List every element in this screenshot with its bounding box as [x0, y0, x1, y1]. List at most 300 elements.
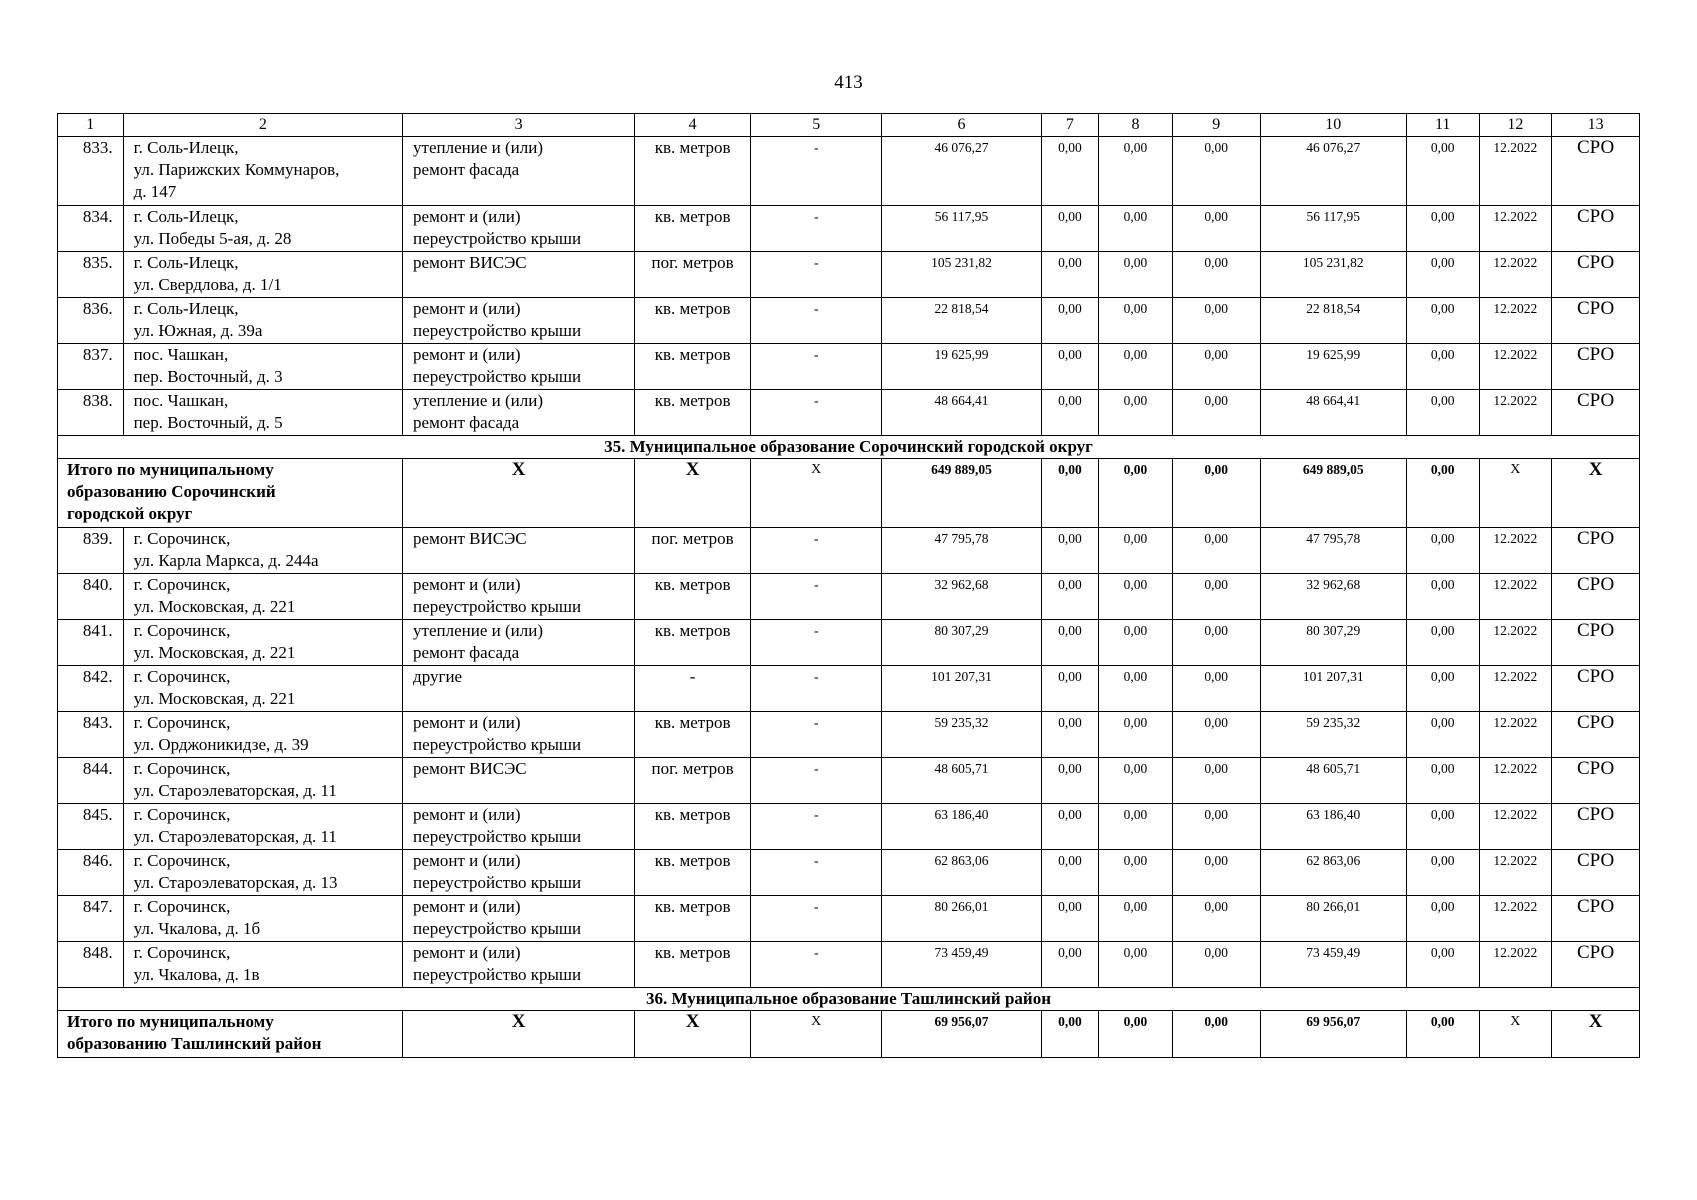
address-line: ул. Карла Маркса, д. 244а: [133, 551, 319, 570]
value-cell-5: -: [751, 252, 882, 298]
work-type-cell: [403, 804, 635, 850]
address-line: г. Соль-Илецк,: [133, 207, 239, 226]
value-cell-6: 56 117,95: [882, 206, 1041, 252]
value-cell-6: 63 186,40: [882, 804, 1041, 850]
value-cell-6: 32 962,68: [882, 574, 1041, 620]
table-row: [58, 206, 1640, 252]
address-line: г. Сорочинск,: [133, 943, 231, 962]
column-number-2: 2: [123, 114, 402, 137]
address-line: ул. Староэлеваторская, д. 13: [133, 873, 338, 892]
value-cell-10: 56 117,95: [1260, 206, 1406, 252]
value-cell-12: 12.2022: [1479, 942, 1552, 988]
value-cell-6: 80 266,01: [882, 896, 1041, 942]
address-cell: [123, 390, 402, 436]
value-cell-11: 0,00: [1406, 574, 1479, 620]
value-cell-6: 101 207,31: [882, 666, 1041, 712]
value-cell-10: 48 664,41: [1260, 390, 1406, 436]
row-number: 844.: [58, 758, 124, 804]
table-row: [58, 712, 1640, 758]
work-type-line: ремонт и (или): [413, 851, 521, 870]
work-type-line: переустройство крыши: [413, 873, 582, 892]
section-title: 35. Муниципальное образование Сорочинский городской округ: [58, 436, 1640, 459]
address-cell: [123, 804, 402, 850]
value-cell-10: 46 076,27: [1260, 137, 1406, 206]
value-cell-11: 0,00: [1406, 666, 1479, 712]
address-line: ул. Чкалова, д. 1б: [133, 919, 261, 938]
column-number-11: 11: [1406, 114, 1479, 137]
address-line: ул. Московская, д. 221: [133, 689, 296, 708]
value-cell-5: -: [751, 344, 882, 390]
contractor-cell: СРО: [1552, 620, 1640, 666]
value-cell-5: -: [751, 666, 882, 712]
value-cell-10: 80 266,01: [1260, 896, 1406, 942]
total-c12: Х: [1479, 1011, 1552, 1058]
value-cell-11: 0,00: [1406, 712, 1479, 758]
value-cell-12: 12.2022: [1479, 528, 1552, 574]
address-cell: [123, 137, 402, 206]
value-cell-7: 0,00: [1041, 942, 1099, 988]
row-number: 838.: [58, 390, 124, 436]
value-cell-9: 0,00: [1172, 137, 1260, 206]
value-cell-8: 0,00: [1099, 850, 1173, 896]
total-c9: 0,00: [1172, 459, 1260, 528]
table-row: [58, 574, 1640, 620]
column-number-8: 8: [1099, 114, 1173, 137]
value-cell-7: 0,00: [1041, 804, 1099, 850]
value-cell-10: 63 186,40: [1260, 804, 1406, 850]
contractor-cell: СРО: [1552, 528, 1640, 574]
address-line: д. 147: [133, 182, 177, 201]
value-cell-8: 0,00: [1099, 574, 1173, 620]
unit-cell: кв. метров: [635, 574, 751, 620]
value-cell-9: 0,00: [1172, 528, 1260, 574]
work-type-line: ремонт ВИСЭС: [413, 253, 527, 272]
work-type-line: переустройство крыши: [413, 735, 582, 754]
work-type-cell: [403, 344, 635, 390]
contractor-cell: СРО: [1552, 712, 1640, 758]
address-line: ул. Парижских Коммунаров,: [133, 160, 340, 179]
row-number: 847.: [58, 896, 124, 942]
value-cell-11: 0,00: [1406, 252, 1479, 298]
address-line: ул. Чкалова, д. 1в: [133, 965, 260, 984]
value-cell-12: 12.2022: [1479, 252, 1552, 298]
total-label-line: образованию Ташлинский район: [67, 1034, 322, 1053]
value-cell-5: -: [751, 137, 882, 206]
value-cell-5: -: [751, 850, 882, 896]
address-cell: [123, 758, 402, 804]
work-type-line: переустройство крыши: [413, 367, 582, 386]
column-number-3: 3: [403, 114, 635, 137]
contractor-cell: СРО: [1552, 758, 1640, 804]
value-cell-5: -: [751, 942, 882, 988]
table-row: [58, 528, 1640, 574]
value-cell-5: -: [751, 298, 882, 344]
unit-cell: пог. метров: [635, 758, 751, 804]
value-cell-8: 0,00: [1099, 252, 1173, 298]
value-cell-7: 0,00: [1041, 528, 1099, 574]
table-row: [58, 298, 1640, 344]
value-cell-7: 0,00: [1041, 298, 1099, 344]
value-cell-7: 0,00: [1041, 666, 1099, 712]
work-type-line: ремонт фасада: [413, 160, 520, 179]
total-c7: 0,00: [1041, 459, 1099, 528]
contractor-cell: СРО: [1552, 574, 1640, 620]
value-cell-8: 0,00: [1099, 712, 1173, 758]
column-number-4: 4: [635, 114, 751, 137]
value-cell-7: 0,00: [1041, 850, 1099, 896]
total-c10: 649 889,05: [1260, 459, 1406, 528]
column-number-5: 5: [751, 114, 882, 137]
value-cell-12: 12.2022: [1479, 206, 1552, 252]
row-number: 834.: [58, 206, 124, 252]
value-cell-9: 0,00: [1172, 390, 1260, 436]
work-type-line: ремонт и (или): [413, 299, 521, 318]
total-c3: Х: [403, 1011, 635, 1058]
value-cell-9: 0,00: [1172, 252, 1260, 298]
value-cell-7: 0,00: [1041, 896, 1099, 942]
work-type-line: другие: [413, 667, 463, 686]
address-line: ул. Южная, д. 39а: [133, 321, 263, 340]
row-number: 846.: [58, 850, 124, 896]
address-cell: [123, 528, 402, 574]
column-number-1: 1: [58, 114, 124, 137]
value-cell-6: 80 307,29: [882, 620, 1041, 666]
column-number-9: 9: [1172, 114, 1260, 137]
unit-cell: кв. метров: [635, 942, 751, 988]
row-number: 841.: [58, 620, 124, 666]
value-cell-6: 48 605,71: [882, 758, 1041, 804]
unit-cell: кв. метров: [635, 850, 751, 896]
unit-cell: кв. метров: [635, 712, 751, 758]
address-cell: [123, 344, 402, 390]
work-type-cell: [403, 666, 635, 712]
work-type-cell: [403, 574, 635, 620]
row-number: 836.: [58, 298, 124, 344]
value-cell-12: 12.2022: [1479, 758, 1552, 804]
total-c4: Х: [635, 1011, 751, 1058]
address-line: г. Сорочинск,: [133, 851, 231, 870]
unit-cell: кв. метров: [635, 137, 751, 206]
value-cell-9: 0,00: [1172, 896, 1260, 942]
value-cell-9: 0,00: [1172, 620, 1260, 666]
work-type-line: утепление и (или): [413, 391, 543, 410]
contractor-cell: СРО: [1552, 252, 1640, 298]
value-cell-9: 0,00: [1172, 344, 1260, 390]
value-cell-12: 12.2022: [1479, 390, 1552, 436]
total-c5: Х: [751, 1011, 882, 1058]
section-title: 36. Муниципальное образование Ташлинский район: [58, 988, 1640, 1011]
value-cell-12: 12.2022: [1479, 344, 1552, 390]
value-cell-5: -: [751, 620, 882, 666]
work-type-cell: [403, 390, 635, 436]
total-c3: Х: [403, 459, 635, 528]
unit-cell: пог. метров: [635, 252, 751, 298]
value-cell-9: 0,00: [1172, 758, 1260, 804]
value-cell-11: 0,00: [1406, 137, 1479, 206]
column-number-13: 13: [1552, 114, 1640, 137]
total-c5: Х: [751, 459, 882, 528]
value-cell-12: 12.2022: [1479, 896, 1552, 942]
address-line: ул. Свердлова, д. 1/1: [133, 275, 282, 294]
work-type-line: ремонт фасада: [413, 643, 520, 662]
work-type-line: ремонт и (или): [413, 207, 521, 226]
value-cell-7: 0,00: [1041, 252, 1099, 298]
value-cell-8: 0,00: [1099, 390, 1173, 436]
address-cell: [123, 574, 402, 620]
value-cell-8: 0,00: [1099, 666, 1173, 712]
value-cell-8: 0,00: [1099, 620, 1173, 666]
work-type-line: утепление и (или): [413, 138, 543, 157]
value-cell-11: 0,00: [1406, 528, 1479, 574]
work-type-line: ремонт ВИСЭС: [413, 529, 527, 548]
work-type-cell: [403, 712, 635, 758]
address-line: г. Соль-Илецк,: [133, 138, 239, 157]
total-c4: Х: [635, 459, 751, 528]
address-line: ул. Московская, д. 221: [133, 643, 296, 662]
address-cell: [123, 620, 402, 666]
address-line: ул. Орджоникидзе, д. 39: [133, 735, 309, 754]
column-number-6: 6: [882, 114, 1041, 137]
address-cell: [123, 666, 402, 712]
contractor-cell: СРО: [1552, 804, 1640, 850]
contractor-cell: СРО: [1552, 298, 1640, 344]
value-cell-11: 0,00: [1406, 896, 1479, 942]
value-cell-10: 80 307,29: [1260, 620, 1406, 666]
address-cell: [123, 712, 402, 758]
work-type-line: переустройство крыши: [413, 827, 582, 846]
unit-cell: кв. метров: [635, 298, 751, 344]
work-type-cell: [403, 942, 635, 988]
table-row: [58, 344, 1640, 390]
work-type-line: переустройство крыши: [413, 965, 582, 984]
address-line: ул. Победы 5-ая, д. 28: [133, 229, 292, 248]
address-line: ул. Московская, д. 221: [133, 597, 296, 616]
unit-cell: кв. метров: [635, 620, 751, 666]
value-cell-6: 73 459,49: [882, 942, 1041, 988]
column-number-row: [58, 114, 1640, 137]
value-cell-11: 0,00: [1406, 804, 1479, 850]
address-cell: [123, 896, 402, 942]
work-type-line: ремонт и (или): [413, 713, 521, 732]
total-c6: 69 956,07: [882, 1011, 1041, 1058]
value-cell-9: 0,00: [1172, 298, 1260, 344]
address-line: ул. Староэлеваторская, д. 11: [133, 827, 337, 846]
value-cell-12: 12.2022: [1479, 137, 1552, 206]
value-cell-10: 19 625,99: [1260, 344, 1406, 390]
value-cell-10: 62 863,06: [1260, 850, 1406, 896]
table-body: [58, 114, 1640, 1058]
work-type-line: переустройство крыши: [413, 919, 582, 938]
value-cell-10: 48 605,71: [1260, 758, 1406, 804]
address-line: пер. Восточный, д. 5: [133, 413, 283, 432]
value-cell-10: 59 235,32: [1260, 712, 1406, 758]
address-cell: [123, 850, 402, 896]
table-row: [58, 942, 1640, 988]
table-row: [58, 896, 1640, 942]
address-cell: [123, 942, 402, 988]
value-cell-10: 32 962,68: [1260, 574, 1406, 620]
column-number-10: 10: [1260, 114, 1406, 137]
address-cell: [123, 298, 402, 344]
value-cell-12: 12.2022: [1479, 804, 1552, 850]
total-row: [58, 1011, 1640, 1058]
value-cell-11: 0,00: [1406, 298, 1479, 344]
value-cell-5: -: [751, 574, 882, 620]
work-type-cell: [403, 620, 635, 666]
value-cell-7: 0,00: [1041, 137, 1099, 206]
value-cell-6: 48 664,41: [882, 390, 1041, 436]
value-cell-10: 22 818,54: [1260, 298, 1406, 344]
row-number: 842.: [58, 666, 124, 712]
work-type-line: ремонт фасада: [413, 413, 520, 432]
value-cell-7: 0,00: [1041, 712, 1099, 758]
work-type-cell: [403, 252, 635, 298]
value-cell-5: -: [751, 804, 882, 850]
total-c12: Х: [1479, 459, 1552, 528]
address-cell: [123, 206, 402, 252]
work-type-cell: [403, 206, 635, 252]
table-row: [58, 666, 1640, 712]
total-c13: Х: [1552, 459, 1640, 528]
value-cell-10: 47 795,78: [1260, 528, 1406, 574]
row-number: 833.: [58, 137, 124, 206]
work-type-line: переустройство крыши: [413, 597, 582, 616]
unit-cell: кв. метров: [635, 344, 751, 390]
value-cell-7: 0,00: [1041, 206, 1099, 252]
value-cell-8: 0,00: [1099, 344, 1173, 390]
contractor-cell: СРО: [1552, 137, 1640, 206]
address-line: г. Соль-Илецк,: [133, 299, 239, 318]
work-type-line: утепление и (или): [413, 621, 543, 640]
work-type-line: переустройство крыши: [413, 229, 582, 248]
value-cell-7: 0,00: [1041, 574, 1099, 620]
value-cell-9: 0,00: [1172, 206, 1260, 252]
work-type-line: ремонт и (или): [413, 575, 521, 594]
value-cell-9: 0,00: [1172, 712, 1260, 758]
value-cell-7: 0,00: [1041, 344, 1099, 390]
value-cell-5: -: [751, 758, 882, 804]
total-c8: 0,00: [1099, 1011, 1173, 1058]
contractor-cell: СРО: [1552, 850, 1640, 896]
address-line: г. Соль-Илецк,: [133, 253, 239, 272]
value-cell-11: 0,00: [1406, 758, 1479, 804]
work-type-line: ремонт и (или): [413, 897, 521, 916]
value-cell-9: 0,00: [1172, 804, 1260, 850]
table-row: [58, 804, 1640, 850]
value-cell-5: -: [751, 390, 882, 436]
total-c6: 649 889,05: [882, 459, 1041, 528]
contractor-cell: СРО: [1552, 666, 1640, 712]
work-type-cell: [403, 137, 635, 206]
value-cell-10: 101 207,31: [1260, 666, 1406, 712]
unit-cell: пог. метров: [635, 528, 751, 574]
address-line: г. Сорочинск,: [133, 897, 231, 916]
section-header-35: [58, 436, 1640, 459]
value-cell-9: 0,00: [1172, 850, 1260, 896]
total-c11: 0,00: [1406, 1011, 1479, 1058]
address-cell: [123, 252, 402, 298]
value-cell-11: 0,00: [1406, 344, 1479, 390]
value-cell-8: 0,00: [1099, 804, 1173, 850]
column-number-12: 12: [1479, 114, 1552, 137]
value-cell-8: 0,00: [1099, 528, 1173, 574]
value-cell-9: 0,00: [1172, 666, 1260, 712]
value-cell-6: 62 863,06: [882, 850, 1041, 896]
total-c11: 0,00: [1406, 459, 1479, 528]
section-header-36: [58, 988, 1640, 1011]
address-line: г. Сорочинск,: [133, 759, 231, 778]
value-cell-8: 0,00: [1099, 896, 1173, 942]
total-label: [58, 1011, 403, 1058]
row-number: 840.: [58, 574, 124, 620]
unit-cell: кв. метров: [635, 804, 751, 850]
work-type-cell: [403, 896, 635, 942]
total-c13: Х: [1552, 1011, 1640, 1058]
value-cell-11: 0,00: [1406, 942, 1479, 988]
work-type-cell: [403, 528, 635, 574]
total-c10: 69 956,07: [1260, 1011, 1406, 1058]
address-line: г. Сорочинск,: [133, 529, 231, 548]
work-type-line: ремонт и (или): [413, 943, 521, 962]
value-cell-7: 0,00: [1041, 390, 1099, 436]
value-cell-6: 19 625,99: [882, 344, 1041, 390]
value-cell-12: 12.2022: [1479, 620, 1552, 666]
total-label: [58, 459, 403, 528]
value-cell-8: 0,00: [1099, 137, 1173, 206]
row-number: 837.: [58, 344, 124, 390]
unit-cell: кв. метров: [635, 206, 751, 252]
address-line: ул. Староэлеваторская, д. 11: [133, 781, 337, 800]
address-line: г. Сорочинск,: [133, 621, 231, 640]
value-cell-9: 0,00: [1172, 942, 1260, 988]
value-cell-5: -: [751, 528, 882, 574]
value-cell-8: 0,00: [1099, 206, 1173, 252]
value-cell-10: 73 459,49: [1260, 942, 1406, 988]
value-cell-12: 12.2022: [1479, 712, 1552, 758]
row-number: 835.: [58, 252, 124, 298]
unit-cell: кв. метров: [635, 896, 751, 942]
value-cell-6: 59 235,32: [882, 712, 1041, 758]
table-row: [58, 850, 1640, 896]
table-row: [58, 620, 1640, 666]
value-cell-7: 0,00: [1041, 620, 1099, 666]
address-line: г. Сорочинск,: [133, 805, 231, 824]
value-cell-5: -: [751, 206, 882, 252]
work-type-line: ремонт и (или): [413, 345, 521, 364]
value-cell-6: 47 795,78: [882, 528, 1041, 574]
value-cell-11: 0,00: [1406, 620, 1479, 666]
address-line: пер. Восточный, д. 3: [133, 367, 283, 386]
table-row: [58, 390, 1640, 436]
address-line: г. Сорочинск,: [133, 575, 231, 594]
value-cell-8: 0,00: [1099, 298, 1173, 344]
work-type-cell: [403, 298, 635, 344]
address-line: г. Сорочинск,: [133, 667, 231, 686]
value-cell-5: -: [751, 712, 882, 758]
work-type-line: переустройство крыши: [413, 321, 582, 340]
total-label-line: городской округ: [67, 504, 193, 523]
total-label-line: Итого по муниципальному: [67, 460, 274, 479]
value-cell-12: 12.2022: [1479, 574, 1552, 620]
value-cell-12: 12.2022: [1479, 666, 1552, 712]
value-cell-11: 0,00: [1406, 206, 1479, 252]
row-number: 839.: [58, 528, 124, 574]
work-type-cell: [403, 758, 635, 804]
value-cell-6: 22 818,54: [882, 298, 1041, 344]
unit-cell: кв. метров: [635, 390, 751, 436]
value-cell-8: 0,00: [1099, 758, 1173, 804]
row-number: 845.: [58, 804, 124, 850]
